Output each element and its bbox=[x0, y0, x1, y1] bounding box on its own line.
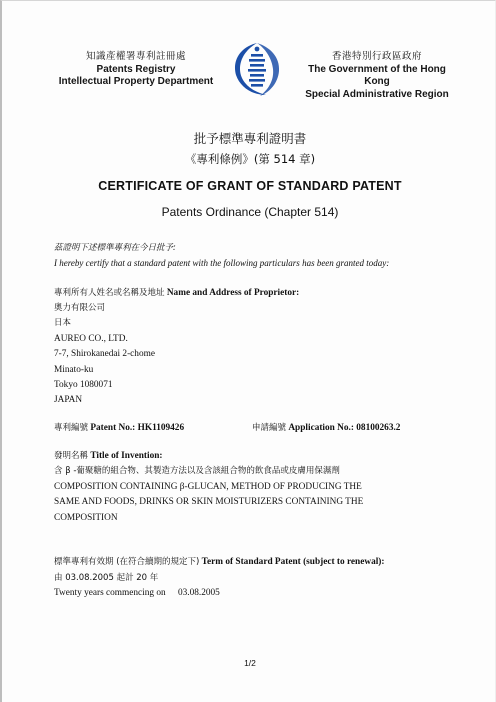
proprietor-line: 日本 bbox=[54, 318, 72, 329]
application-no-value: 08100263.2 bbox=[356, 423, 401, 433]
patent-no-value: HK1109426 bbox=[137, 423, 185, 433]
application-no-label-zh: 申請編號 bbox=[252, 423, 287, 433]
invention-title-line: COMPOSITION CONTAINING β-GLUCAN, METHOD OF PRODUCING THE bbox=[54, 481, 362, 492]
government-name-line1: The Government of the Hong Kong bbox=[308, 63, 446, 87]
certify-statement-zh: 茲證明下述標準專利在今日批予: bbox=[54, 243, 176, 253]
proprietor-line: Tokyo 1080071 bbox=[54, 380, 113, 391]
invention-title-line: SAME AND FOODS, DRINKS OR SKIN MOISTURIZERS CONTAINING THE bbox=[54, 497, 364, 508]
term-label-en: Term of Standard Patent (subject to renewal): bbox=[201, 557, 385, 567]
proprietor-line: JAPAN bbox=[54, 395, 83, 406]
term-date: 03.08.2005 bbox=[177, 588, 220, 598]
government-name-line2: Special Administrative Region bbox=[305, 88, 449, 100]
term-value-zh: 由 03.08.2005 起計 20 年 bbox=[54, 573, 159, 583]
proprietor-line: 奧力有限公司 bbox=[54, 303, 106, 313]
proprietor-line: AUREO CO., LTD. bbox=[54, 333, 128, 344]
certify-statement: I hereby certify that a standard patent with the following particulars has been granted today: bbox=[54, 258, 390, 268]
term-value bbox=[54, 588, 220, 598]
invention-title bbox=[54, 464, 363, 526]
patent-no-label-zh: 專利編號 bbox=[54, 423, 89, 433]
proprietor-label-zh: 專利所有人姓名或名稱及地址 bbox=[54, 288, 165, 298]
invention-title-label bbox=[54, 449, 163, 461]
application-no-label: Application No.: bbox=[288, 423, 354, 433]
proprietor-address bbox=[54, 301, 155, 409]
term-label bbox=[54, 555, 385, 567]
certificate-title-zh: 批予標準專利證明書 bbox=[193, 131, 307, 146]
government-header bbox=[296, 51, 458, 101]
invention-title-zh: 含 β -葡聚糖的組合物、其製造方法以及含該組合物的飲食品或皮膚用保濕劑 bbox=[54, 466, 340, 476]
proprietor-line: 7-7, Shirokanedai 2-chome bbox=[54, 349, 155, 360]
proprietor-label-en: Name and Address of Proprietor: bbox=[166, 288, 300, 298]
invention-title-line: COMPOSITION bbox=[54, 512, 118, 523]
government-name-zh: 香港特別行政區政府 bbox=[331, 51, 422, 62]
proprietor-line: Minato-ku bbox=[54, 364, 94, 375]
proprietor-label bbox=[54, 286, 299, 298]
application-number-row bbox=[252, 421, 400, 433]
patents-registry-header bbox=[52, 51, 220, 89]
patent-number-row bbox=[54, 421, 184, 433]
invention-label-en: Title of Invention: bbox=[90, 451, 163, 461]
hong-kong-ipd-emblem-icon bbox=[230, 41, 284, 99]
registry-name-line1: Patents Registry bbox=[96, 63, 176, 75]
registry-name-line2: Intellectual Property Department bbox=[58, 76, 214, 87]
term-label-zh: 標準專利有效期 (在符合續期的規定下) bbox=[54, 557, 200, 567]
term-prefix: Twenty years commencing on bbox=[54, 588, 166, 598]
invention-label-zh: 發明名稱 bbox=[54, 451, 89, 461]
ordinance-title-zh: 《專利條例》(第 514 章) bbox=[184, 152, 316, 166]
page-number: 1/2 bbox=[244, 658, 256, 668]
ordinance-title: Patents Ordinance (Chapter 514) bbox=[161, 205, 339, 219]
certificate-title: CERTIFICATE OF GRANT OF STANDARD PATENT bbox=[98, 179, 402, 193]
registry-name-zh: 知識產權署專利註冊處 bbox=[85, 51, 186, 62]
patent-no-label: Patent No.: bbox=[90, 423, 136, 433]
